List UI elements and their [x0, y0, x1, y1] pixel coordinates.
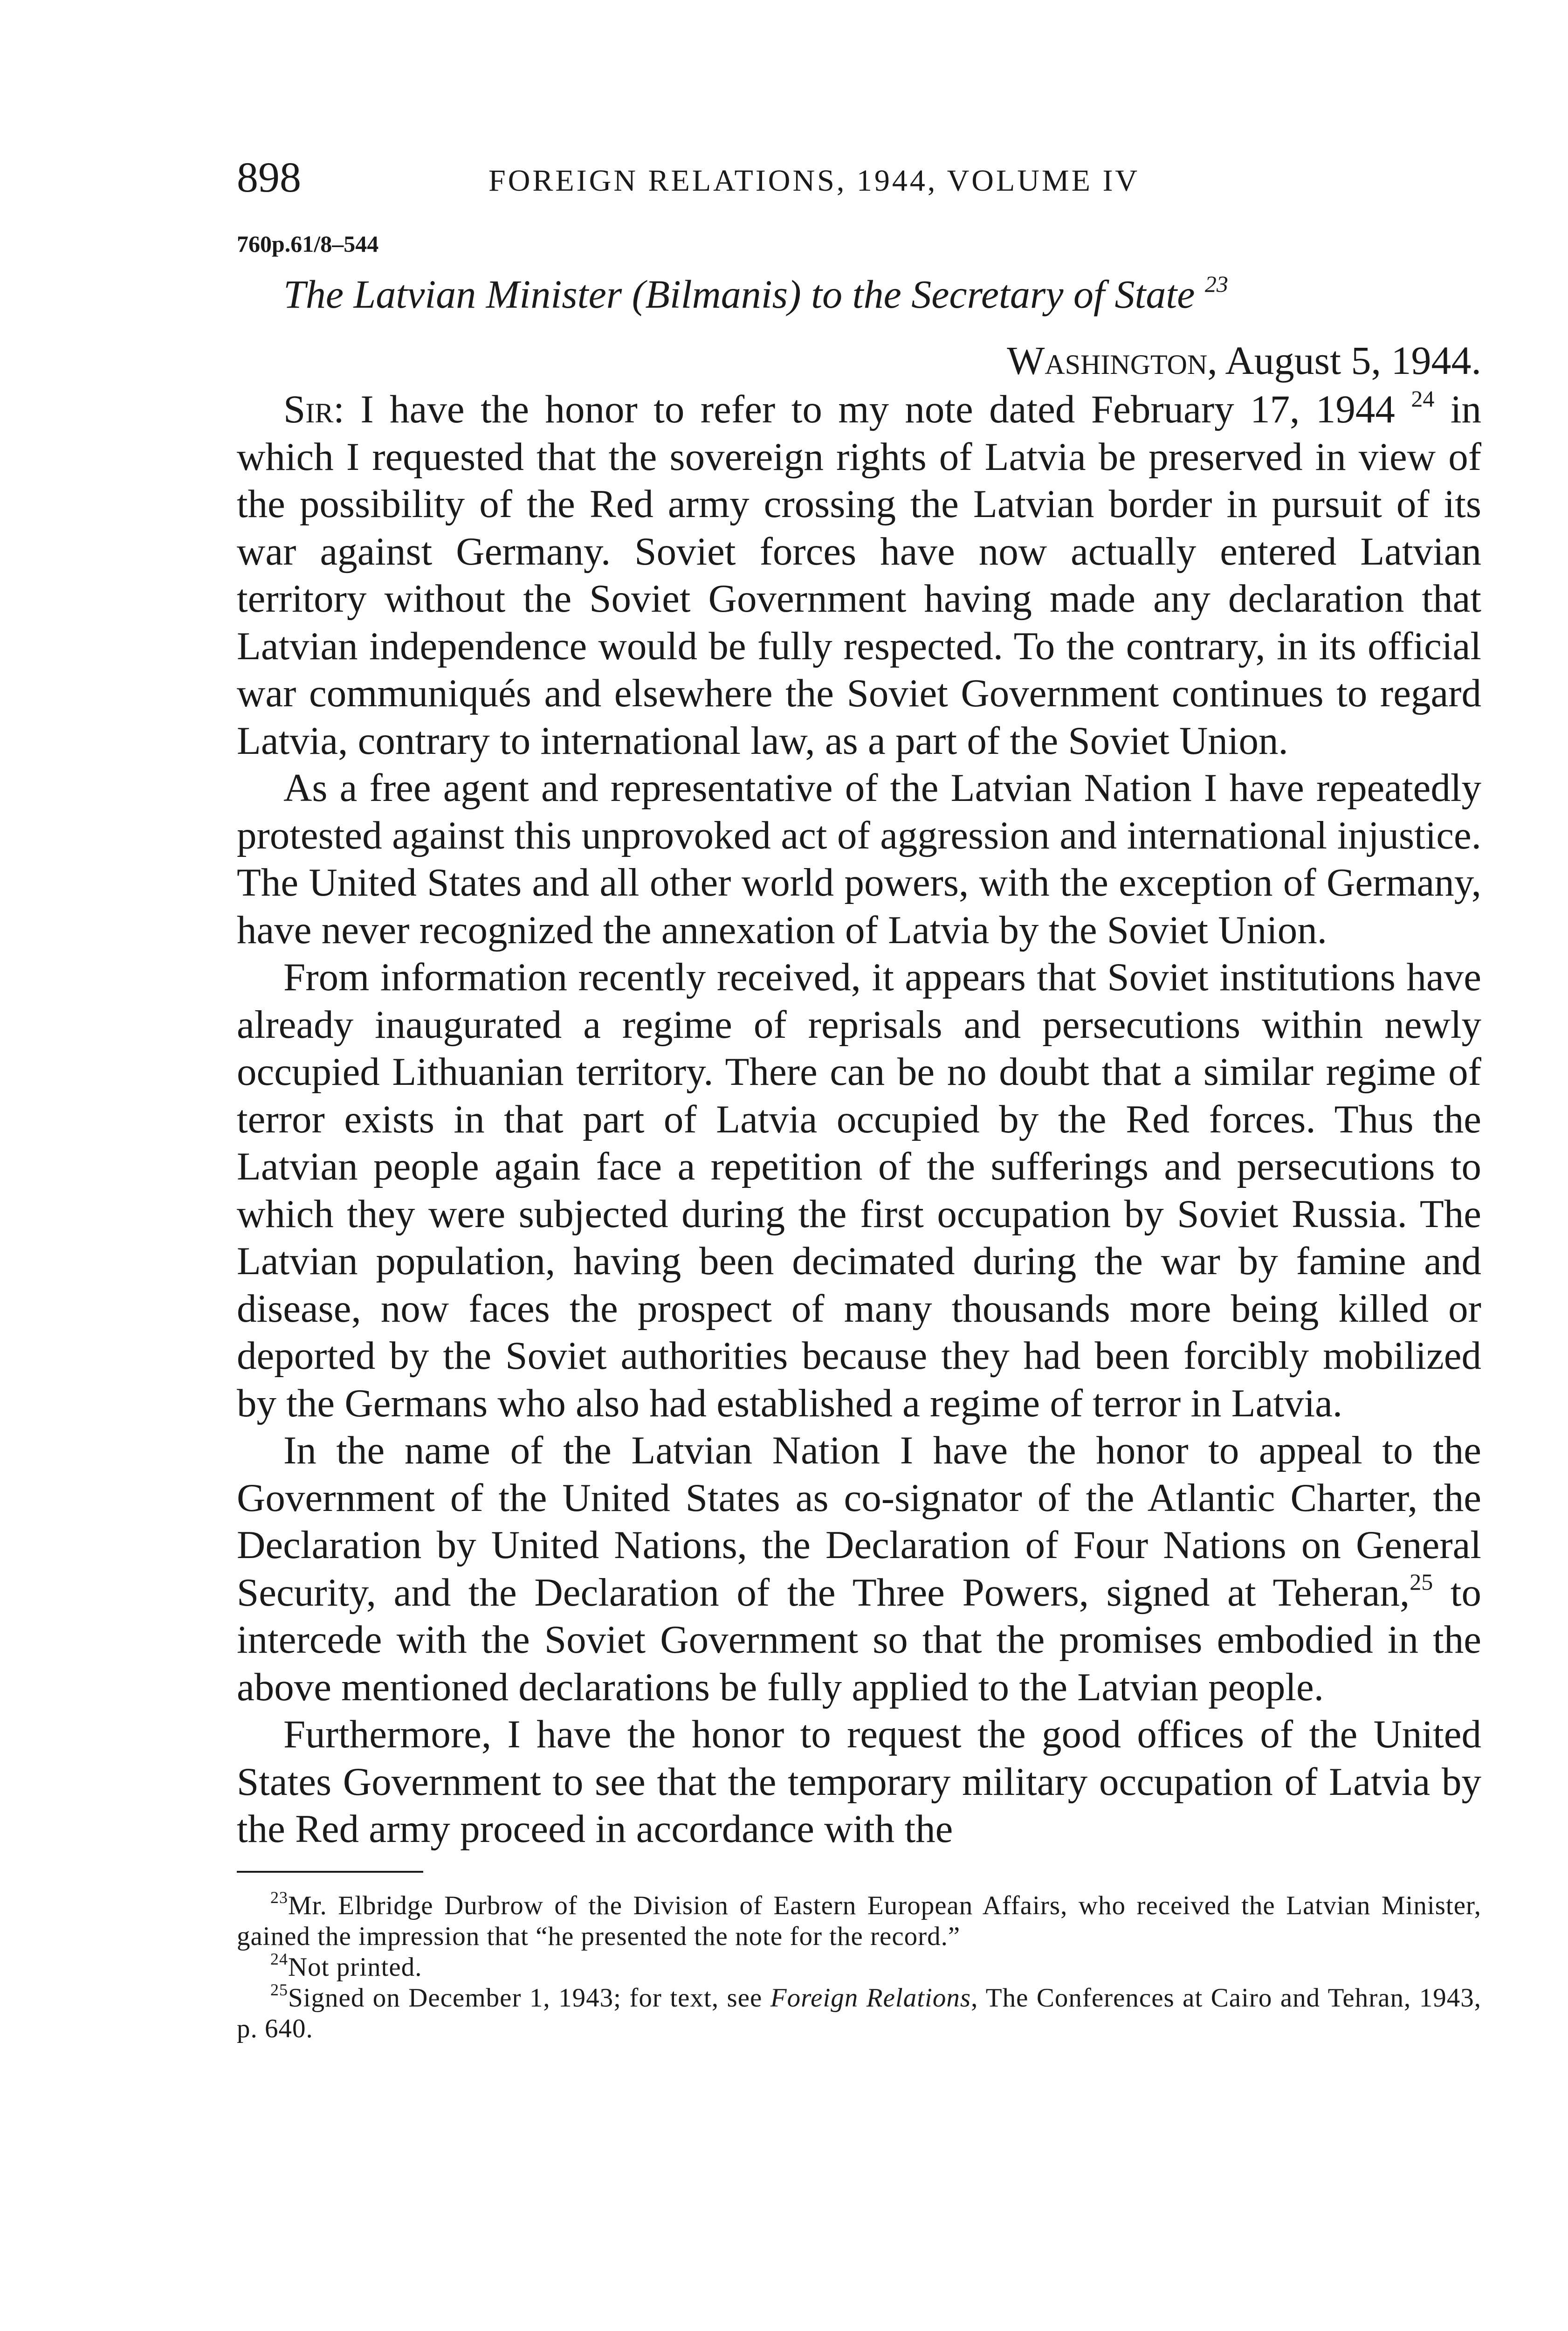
footnotes	[237, 1890, 1481, 2044]
footnote-number: 25	[270, 1980, 288, 1999]
document-title-text: The Latvian Minister (Bilmanis) to the Secretary of State	[283, 272, 1195, 317]
document-title	[237, 269, 1481, 320]
footnote-text: Not printed.	[288, 1952, 422, 1982]
document-page	[237, 154, 1481, 2044]
paragraph-3: From information recently received, it appears that Soviet institutions have already inaugurated a regime of reprisals and persecutions within newly occupied Lithuanian territory. There can be no doubt that a similar regime of terror exists in that part of Latvia occupied by the Red forces. Thus the Latvian people again face a repetition of the sufferings and persecutions to which they were subjected during the first occupation by Soviet Russia. The Latvian population, having been decimated during the war by famine and disease, now faces the prospect of many thousands more being killed or deported by the Soviet authorities because they had been forcibly mobilized by the Germans who also had established a regime of terror in Latvia.	[237, 955, 1481, 1425]
paragraph-1-text-a: : I have the honor to refer to my note dated February 17, 1944	[333, 387, 1395, 431]
paragraph-5: Furthermore, I have the honor to request the good offices of the United States Government to see that the temporary military occupation of Latvia by the Red army proceed in accordance with the	[237, 1712, 1481, 1851]
footnote-divider	[237, 1871, 423, 1873]
salutation: Sir	[283, 387, 334, 431]
footnote-ref-23: 23	[1204, 271, 1228, 297]
page-number: 898	[237, 153, 301, 201]
paragraph-1-text-b: in which I requested that the sovereign rights of Latvia be preserved in view of the possibility of the Red army crossing the Latvian border in pursuit of its war against Germany. Soviet forces have now actually entered Latvian territory without the Soviet Government having made any declaration that Latvian independence would be fully respected. To the contrary, in its official war communiqués and elsewhere the Soviet Government continues to regard Latvia, contrary to international law, as a part of the Soviet Union.	[237, 387, 1481, 763]
footnote-text: Signed on December 1, 1943; for text, see	[288, 1983, 770, 2013]
running-header	[237, 154, 1481, 205]
footnote-25	[237, 1980, 1481, 2044]
paragraph-4	[237, 1427, 1481, 1711]
footnote-number: 24	[270, 1949, 288, 1968]
dateline	[237, 335, 1481, 386]
footnote-number: 23	[270, 1888, 288, 1907]
letter-body	[237, 386, 1481, 1853]
dateline-date: , August 5, 1944.	[1207, 338, 1481, 383]
footnote-ref-25: 25	[1410, 1568, 1433, 1595]
dateline-place: Washington	[1007, 338, 1208, 383]
footnote-23	[237, 1890, 1481, 1952]
paragraph-4-text-a: In the name of the Latvian Nation I have the honor to appeal to the Government of the United States as co-signator of the Atlantic Charter, the Declaration by United Nations, the Declaration of Four Nations on General Security, and the Declaration of the Three Powers, signed at Teheran,	[237, 1428, 1481, 1614]
paragraph-2: As a free agent and representative of the Latvian Nation I have repeatedly protested against this unprovoked act of aggression and international injustice. The United States and all other world powers, with the exception of Germany, have never recognized the annexation of Latvia by the Soviet Union.	[237, 766, 1481, 952]
footnote-text: Mr. Elbridge Durbrow of the Division of Eastern European Affairs, who received the Latvian Minister, gained the impression that “he presented the note for the record.”	[237, 1890, 1481, 1951]
footnote-text: , The Conferences at Cairo and Tehran, 1943, p. 640.	[237, 1983, 1481, 2043]
paragraph-1	[237, 386, 1481, 765]
file-number: 760p.61/8–544	[237, 231, 379, 257]
footnote-ref-24: 24	[1411, 386, 1435, 412]
running-title: FOREIGN RELATIONS, 1944, VOLUME IV	[488, 164, 1140, 198]
cited-title: Foreign Relations	[770, 1983, 971, 2013]
paragraph-4-text-b: to intercede with the Soviet Government so that the promises embodied in the above mentioned declarations be fully applied to the Latvian people.	[237, 1570, 1481, 1709]
footnote-24	[237, 1949, 1481, 1983]
